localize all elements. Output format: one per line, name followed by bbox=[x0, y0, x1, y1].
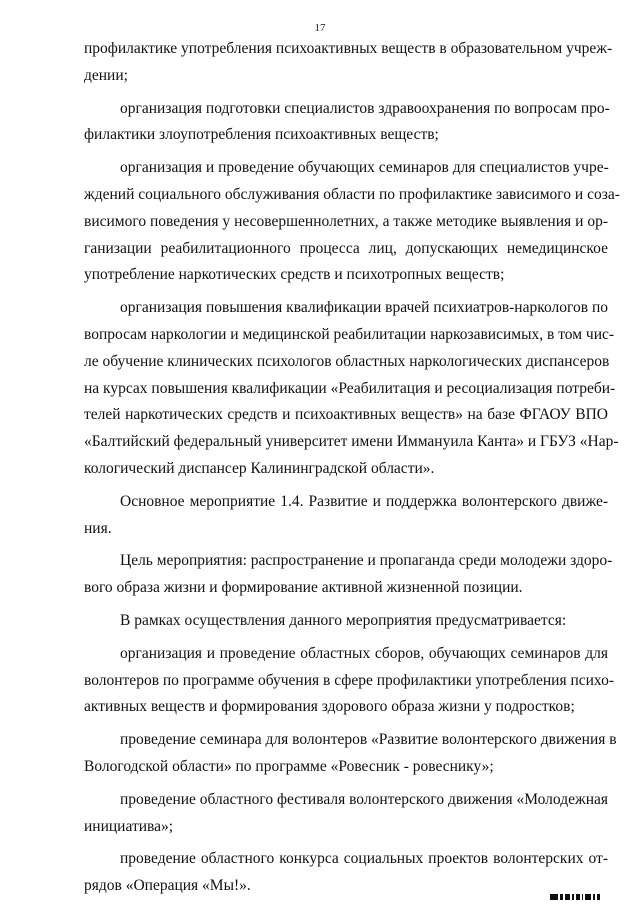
text-line: филактики злоупотребления психоактивных веществ; bbox=[84, 126, 439, 144]
text-line: активных веществ и формирования здорового образа жизни у подростков; bbox=[84, 698, 575, 716]
text-line: вопросам наркологии и медицинской реабилитации наркозависимых, в том чис- bbox=[84, 325, 615, 343]
text-line: волонтеров по программе обучения в сфере профилактики употребления психо- bbox=[84, 671, 614, 689]
text-line: проведение областного конкурса социальных проектов волонтерских от- bbox=[120, 850, 608, 868]
document-text bbox=[84, 36, 620, 900]
text-line: висимого поведения у несовершеннолетних, а также методике выявления и ор- bbox=[84, 212, 608, 230]
text-line: инициатива»; bbox=[84, 817, 174, 835]
text-line: организация подготовки специалистов здравоохранения по вопросам про- bbox=[120, 99, 610, 117]
page-number: 17 bbox=[314, 22, 326, 34]
text-line: организация и проведение обучающих семинаров для специалистов учре- bbox=[120, 159, 609, 177]
text-line: телей наркотических средств и психоактивных веществ» на базе ФГАОУ ВПО bbox=[84, 406, 608, 424]
text-line: употребление наркотических средств и психотропных веществ; bbox=[84, 266, 505, 284]
text-line: В рамках осуществления данного мероприятия предусматривается: bbox=[120, 611, 567, 629]
text-line: рядов «Операция «Мы!». bbox=[84, 877, 251, 895]
text-line: ле обучение клинических психологов областных наркологических диспансеров bbox=[84, 352, 610, 370]
text-line: ганизации реабилитационного процесса лиц, допускающих немедицинское bbox=[84, 239, 608, 257]
text-line: на курсах повышения квалификации «Реабилитация и ресоциализация потреби- bbox=[84, 379, 616, 397]
text-line: дении; bbox=[84, 66, 128, 84]
text-line: Основное мероприятие 1.4. Развитие и поддержка волонтерского движе- bbox=[120, 492, 608, 510]
text-line: организация и проведение областных сборов, обучающих семинаров для bbox=[120, 644, 608, 662]
text-line: профилактике употребления психоактивных веществ в образовательном учреж- bbox=[84, 40, 613, 57]
text-line: проведение областного фестиваля волонтерского движения «Молодежная bbox=[120, 790, 608, 808]
text-line: Вологодской области» по программе «Ровесник - ровеснику»; bbox=[84, 757, 494, 775]
text-line: «Балтийский федеральный университет имени Иммануила Канта» и ГБУЗ «Нар- bbox=[84, 433, 619, 451]
text-line: организация повышения квалификации врачей психиатров-наркологов по bbox=[120, 299, 608, 317]
text-line: ния. bbox=[84, 519, 112, 537]
text-line: ждений социального обслуживания области по профилактике зависимого и соза- bbox=[84, 185, 620, 203]
text-line: вого образа жизни и формирование активной жизненной позиции. bbox=[84, 579, 523, 597]
scan-mark bbox=[550, 894, 620, 900]
text-line: кологический диспансер Калининградской области». bbox=[84, 459, 435, 477]
text-line: проведение семинара для волонтеров «Развитие волонтерского движения в bbox=[120, 731, 617, 749]
text-line: Цель мероприятия: распространение и пропаганда среди молодежи здоро- bbox=[120, 552, 613, 570]
